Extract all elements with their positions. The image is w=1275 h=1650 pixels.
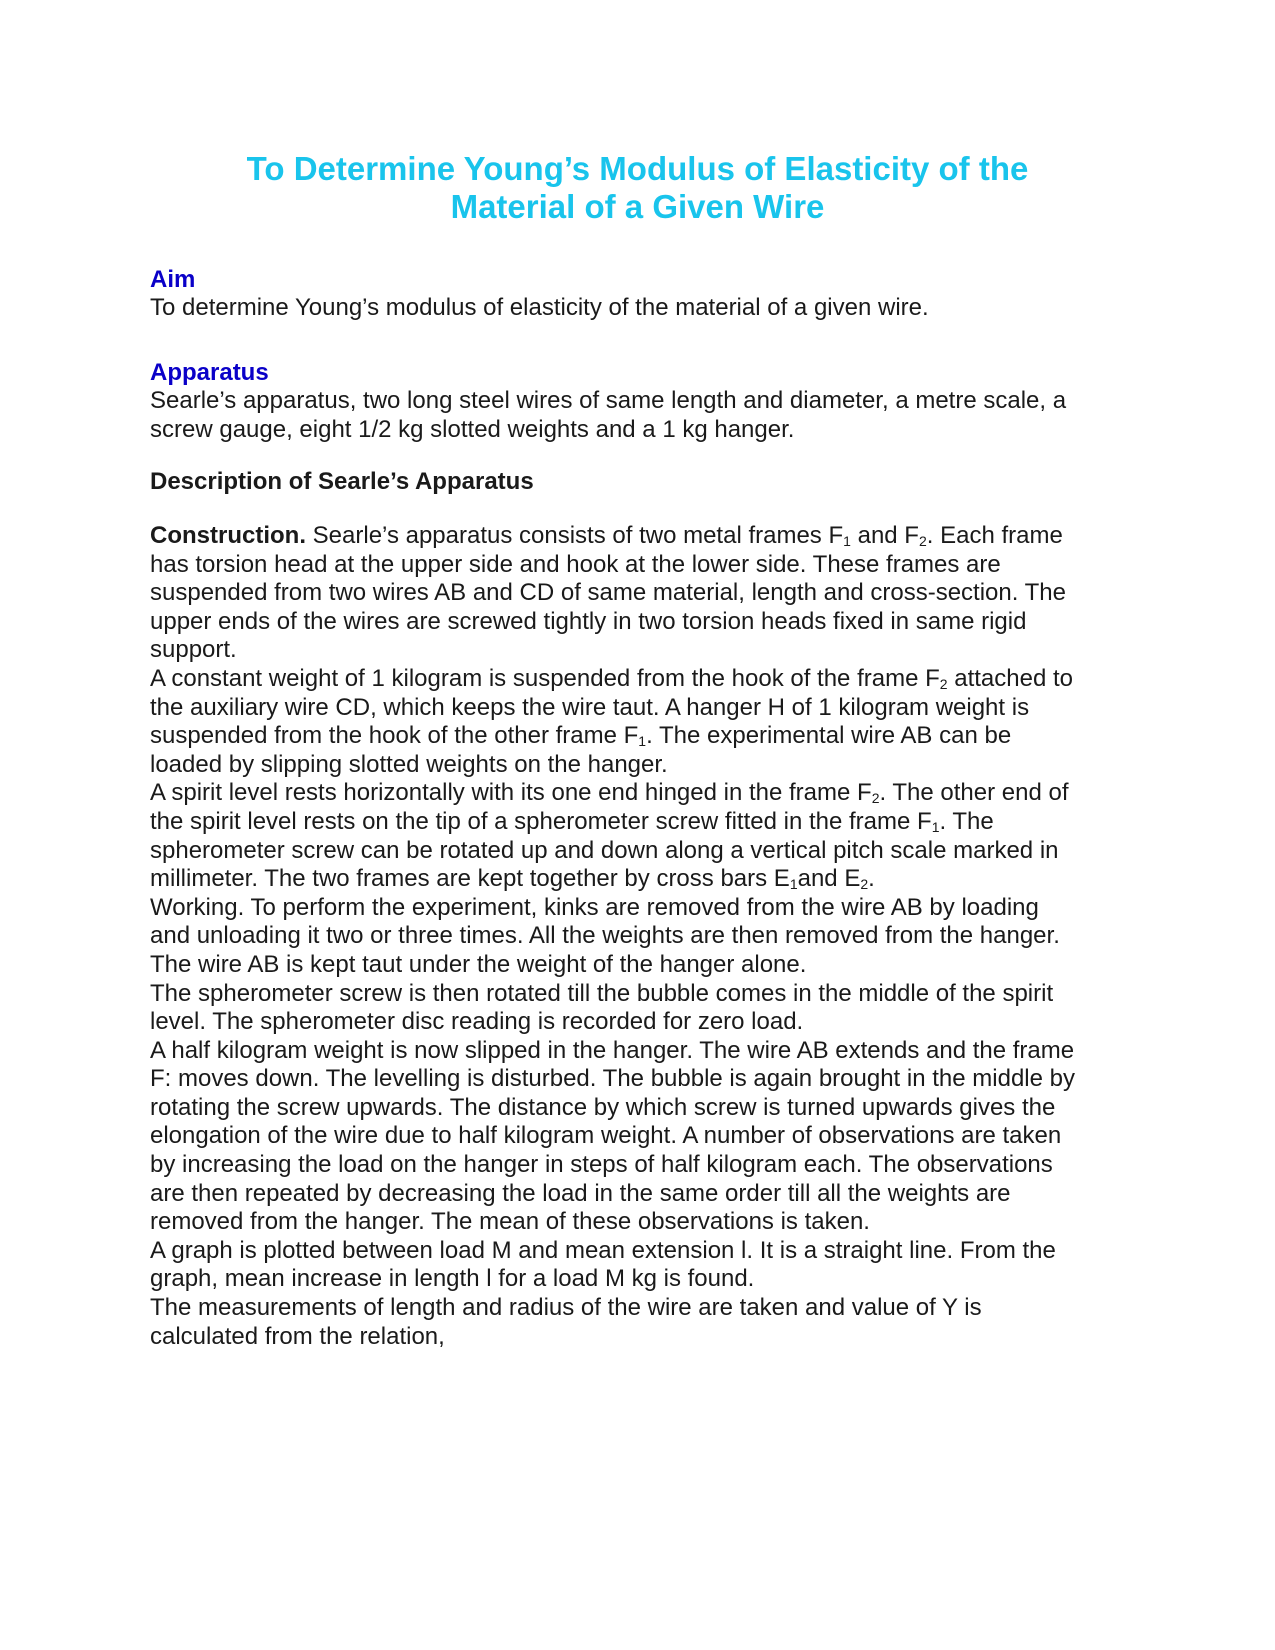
body-line: The wire AB is kept taut under the weight of the hanger alone. — [150, 950, 807, 978]
body-text: attached to — [947, 664, 1073, 692]
subscript: 2 — [939, 675, 948, 692]
subscript: 2 — [860, 876, 869, 893]
apparatus-text — [150, 387, 1125, 444]
body-line — [150, 665, 1125, 694]
body-line — [150, 779, 1125, 808]
body-text: . The experimental wire AB can be — [646, 722, 1012, 750]
body-text: A constant weight of 1 kilogram is suspended from the hook of the frame F — [150, 664, 940, 692]
body-text: . — [868, 865, 875, 893]
body-line — [150, 808, 1125, 837]
apparatus-heading: Apparatus — [150, 359, 269, 386]
body-text: . The — [939, 807, 994, 835]
body-line — [150, 722, 1125, 751]
subscript: 1 — [638, 733, 647, 750]
description-heading: Description of Searle’s Apparatus — [150, 468, 534, 495]
description-body — [150, 522, 1125, 1351]
body-line: The measurements of length and radius of the wire are taken and value of Y is — [150, 1294, 982, 1322]
body-line: graph, mean increase in length l for a load M kg is found. — [150, 1265, 755, 1293]
subscript: 2 — [918, 533, 927, 549]
body-line: A half kilogram weight is now slipped in the hanger. The wire AB extends and the frame — [150, 1036, 1075, 1064]
body-line: spherometer screw can be rotated up and down along a vertical pitch scale marked in — [150, 836, 1059, 864]
construction-label: Construction. — [150, 522, 306, 549]
body-line: The spherometer screw is then rotated till the bubble comes in the middle of the spirit — [150, 979, 1054, 1007]
body-line: upper ends of the wires are screwed tightly in two torsion heads fixed in same rigid — [150, 607, 1027, 635]
body-line: are then repeated by decreasing the load in the same order till all the weights are — [150, 1179, 1011, 1207]
subscript: 2 — [871, 790, 880, 807]
body-text: . Each frame — [926, 522, 1063, 549]
subscript: 1 — [931, 818, 940, 835]
body-line: by increasing the load on the hanger in steps of half kilogram each. The observations — [150, 1151, 1053, 1179]
body-line: support. — [150, 636, 237, 664]
body-line: removed from the hanger. The mean of these observations is taken. — [150, 1208, 870, 1236]
body-line: level. The spherometer disc reading is recorded for zero load. — [150, 1008, 804, 1036]
body-text: Searle’s apparatus consists of two metal frames F — [306, 522, 844, 549]
document-title-line-2: Material of a Given Wire — [450, 188, 825, 225]
body-line: has torsion head at the upper side and hook at the lower side. These frames are — [150, 550, 1001, 578]
body-line: rotating the screw upwards. The distance by which screw is turned upwards gives the — [150, 1093, 1056, 1121]
body-text: millimeter. The two frames are kept together by cross bars E — [150, 865, 790, 893]
aim-text — [150, 294, 1125, 323]
subscript: 1 — [789, 876, 798, 893]
apparatus-text-line: Searle’s apparatus, two long steel wires of same length and diameter, a metre scale, a — [150, 387, 1067, 414]
subscript: 1 — [843, 533, 851, 549]
body-line: the auxiliary wire CD, which keeps the wire taut. A hanger H of 1 kilogram weight is — [150, 693, 1030, 721]
apparatus-text-line: screw gauge, eight 1/2 kg slotted weights and a 1 kg hanger. — [150, 415, 795, 443]
body-line: and unloading it two or three times. All the weights are then removed from the hanger. — [150, 922, 1060, 950]
body-line: A graph is plotted between load M and mean extension l. It is a straight line. From the — [150, 1236, 1056, 1264]
body-line: suspended from two wires AB and CD of same material, length and cross-section. The — [150, 579, 1066, 607]
body-line: calculated from the relation, — [150, 1322, 445, 1350]
body-line: elongation of the wire due to half kilogram weight. A number of observations are taken — [150, 1122, 1062, 1150]
aim-heading: Aim — [150, 266, 196, 293]
body-text: and F — [850, 522, 919, 549]
body-line: F: moves down. The levelling is disturbed. The bubble is again brought in the middle by — [150, 1065, 1075, 1093]
body-line — [150, 865, 1125, 894]
aim-text-line: To determine Young’s modulus of elasticity of the material of a given wire. — [150, 294, 929, 321]
body-text: . The other end of — [879, 779, 1069, 807]
body-text: the spirit level rests on the tip of a spherometer screw fitted in the frame F — [150, 807, 932, 835]
body-text: and E — [797, 865, 861, 893]
body-line: loaded by slipping slotted weights on the hanger. — [150, 750, 668, 778]
body-text: suspended from the hook of the other frame F — [150, 722, 639, 750]
body-text: A spirit level rests horizontally with its one end hinged in the frame F — [150, 779, 872, 807]
body-line — [150, 522, 1125, 551]
body-line: Working. To perform the experiment, kinks are removed from the wire AB by loading — [150, 893, 1039, 921]
document-title-line-1: To Determine Young’s Modulus of Elasticity of the — [246, 150, 1029, 187]
